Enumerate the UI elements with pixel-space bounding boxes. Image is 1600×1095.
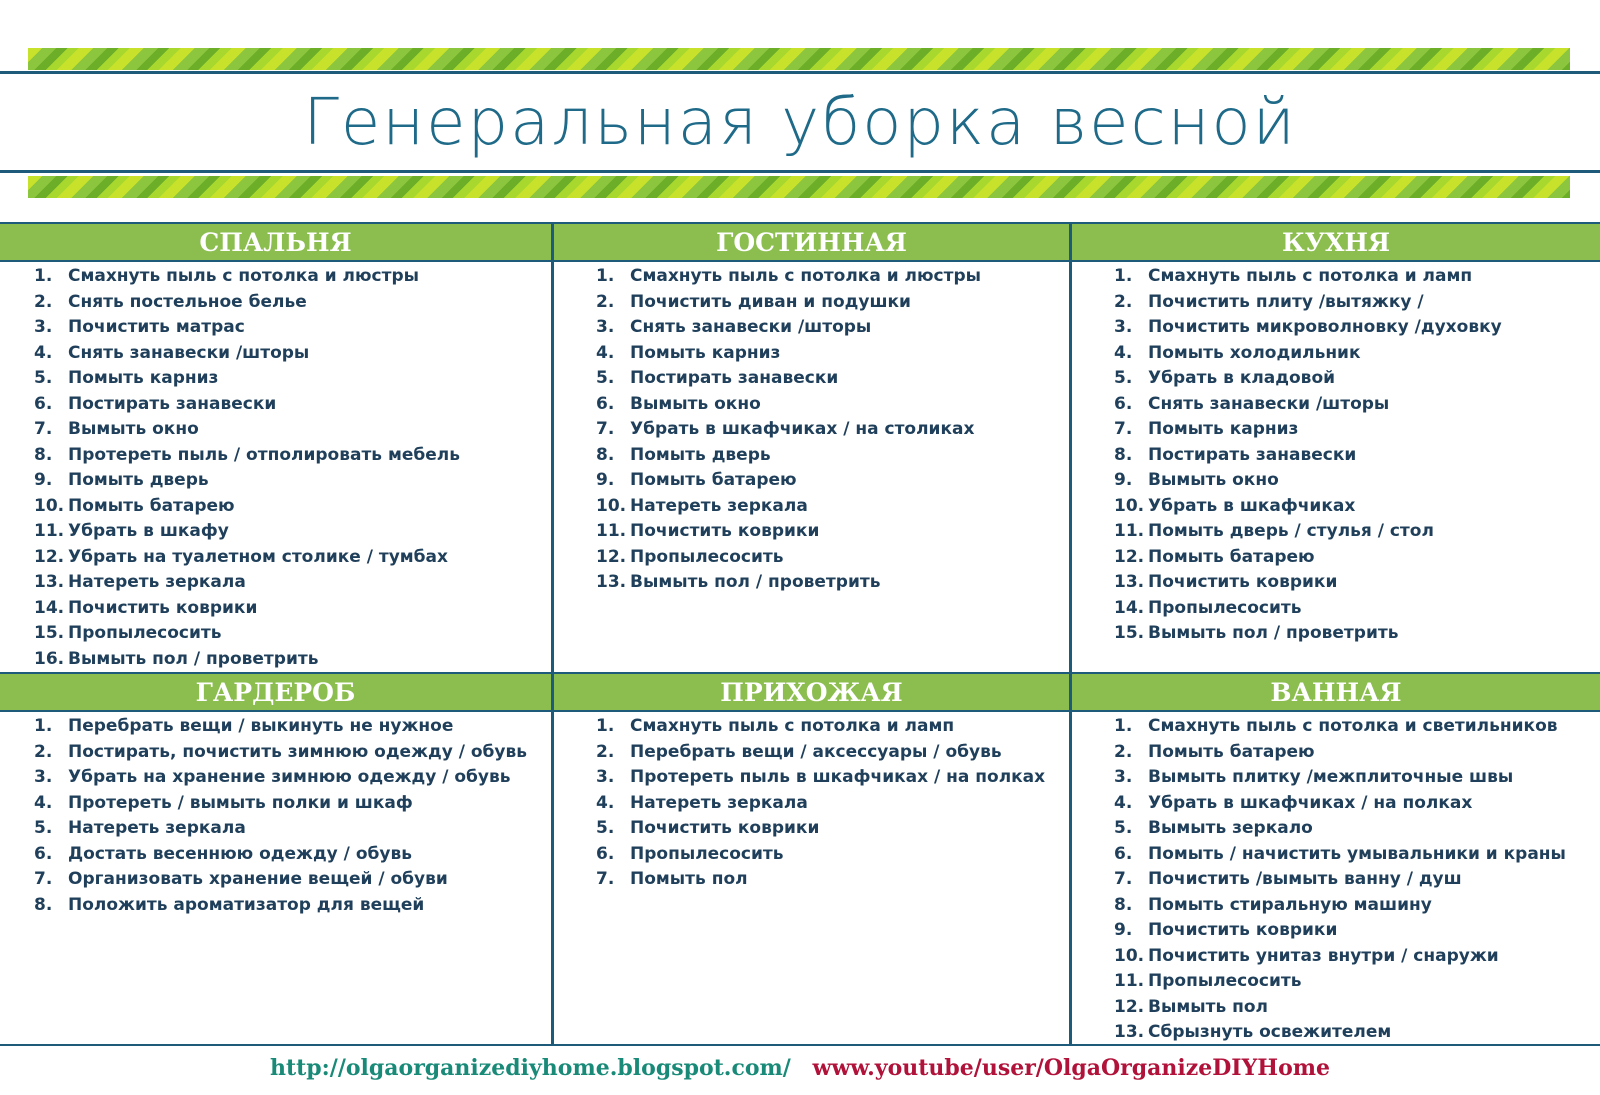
task-item: [34, 366, 551, 392]
task-number: 15.: [1114, 623, 1145, 643]
task-item: [1114, 468, 1600, 494]
task-number: 1.: [34, 716, 53, 736]
task-label: Почистить плиту /вытяжку /: [1148, 291, 1424, 312]
decorative-band-top: [28, 48, 1570, 70]
task-label: Вымыть пол: [1148, 996, 1268, 1017]
task-number: 6.: [596, 843, 615, 864]
task-item: [1114, 417, 1600, 443]
task-number: 12.: [1114, 996, 1145, 1017]
task-item: [596, 468, 1069, 494]
task-number: 2.: [1114, 291, 1133, 312]
task-item: [1114, 366, 1600, 392]
task-label: Пропылесосить: [1148, 597, 1302, 618]
task-number: 1.: [1114, 716, 1133, 736]
task-label: Пропылесосить: [630, 546, 784, 567]
task-number: 12.: [34, 546, 65, 567]
task-number: 4.: [34, 792, 53, 813]
title-rule-bottom: [0, 170, 1600, 173]
task-label: Натереть зеркала: [630, 495, 808, 516]
task-label: Пропылесосить: [630, 843, 784, 864]
task-number: 13.: [596, 572, 627, 592]
task-number: 15.: [34, 623, 65, 643]
task-number: 3.: [1114, 317, 1133, 337]
task-number: 2.: [596, 741, 615, 762]
task-label: Убрать в кладовой: [1148, 368, 1336, 388]
task-number: 12.: [1114, 546, 1145, 567]
task-item: [34, 842, 551, 868]
task-label: Снять постельное белье: [68, 291, 307, 312]
task-item: [34, 867, 551, 893]
task-label: Натереть зеркала: [68, 818, 246, 838]
task-number: 9.: [1114, 920, 1133, 940]
task-item: [34, 468, 551, 494]
task-label: Снять занавески /шторы: [630, 317, 872, 337]
task-number: 3.: [34, 317, 53, 337]
task-number: 8.: [34, 894, 53, 915]
task-label: Почистить унитаз внутри / снаружи: [1148, 945, 1499, 966]
task-item: [596, 842, 1069, 868]
task-number: 11.: [34, 521, 65, 541]
task-number: 5.: [1114, 818, 1133, 838]
task-number: 1.: [1114, 266, 1133, 286]
section-heading: КУХНЯ: [1072, 224, 1600, 262]
task-label: Постирать занавески: [630, 368, 839, 388]
task-item: [596, 315, 1069, 341]
task-number: 4.: [1114, 792, 1133, 813]
task-item: [34, 621, 551, 647]
task-item: [34, 765, 551, 791]
task-item: [1114, 867, 1600, 893]
task-list: [0, 262, 551, 672]
task-number: 8.: [34, 444, 53, 465]
task-number: 11.: [1114, 521, 1145, 541]
task-label: Протереть пыль в шкафчиках / на полках: [630, 767, 1046, 787]
task-item: [596, 366, 1069, 392]
task-number: 6.: [1114, 843, 1133, 864]
task-number: 7.: [34, 419, 53, 439]
task-item: [34, 740, 551, 766]
task-label: Помыть батарею: [1148, 741, 1315, 762]
task-label: Помыть карниз: [1148, 419, 1299, 439]
task-item: [596, 867, 1069, 893]
section-heading: ПРИХОЖАЯ: [554, 674, 1069, 712]
youtube-link[interactable]: www.youtube/user/OlgaOrganizeDIYHome: [812, 1055, 1331, 1081]
task-label: Положить ароматизатор для вещей: [68, 894, 425, 915]
task-label: Смахнуть пыль с потолка и люстры: [630, 266, 982, 286]
section-bedroom: [0, 224, 551, 672]
task-label: Помыть / начистить умывальники и краны: [1148, 843, 1566, 864]
section-bathroom: [1072, 674, 1600, 1046]
task-label: Протереть / вымыть полки и шкаф: [68, 792, 413, 813]
task-number: 5.: [34, 368, 53, 388]
task-item: [34, 417, 551, 443]
task-item: [1114, 842, 1600, 868]
task-label: Убрать на туалетном столике / тумбах: [68, 546, 448, 567]
task-item: [1114, 392, 1600, 418]
task-item: [596, 570, 1069, 596]
task-item: [1114, 519, 1600, 545]
task-number: 14.: [34, 597, 65, 618]
task-item: [34, 519, 551, 545]
task-number: 11.: [1114, 971, 1145, 991]
task-number: 8.: [1114, 444, 1133, 465]
task-item: [1114, 944, 1600, 970]
task-item: [596, 519, 1069, 545]
task-number: 6.: [596, 393, 615, 414]
task-number: 4.: [596, 792, 615, 813]
decorative-band-bottom: [28, 176, 1570, 198]
task-item: [1114, 290, 1600, 316]
task-label: Помыть дверь: [630, 444, 771, 465]
task-label: Смахнуть пыль с потолка и ламп: [630, 716, 955, 736]
task-number: 3.: [34, 767, 53, 787]
task-label: Вымыть окно: [68, 419, 199, 439]
task-item: [34, 315, 551, 341]
task-label: Почистить коврики: [630, 521, 820, 541]
task-item: [34, 714, 551, 740]
task-number: 6.: [1114, 393, 1133, 414]
task-list: [554, 262, 1069, 596]
task-label: Почистить коврики: [1148, 920, 1338, 940]
task-item: [34, 545, 551, 571]
section-hallway: [554, 674, 1069, 893]
task-number: 7.: [596, 419, 615, 439]
task-item: [1114, 969, 1600, 995]
task-label: Снять занавески /шторы: [1148, 393, 1390, 414]
task-number: 13.: [1114, 1022, 1145, 1042]
task-list: [0, 712, 551, 918]
task-item: [34, 596, 551, 622]
task-number: 9.: [596, 470, 615, 490]
task-item: [1114, 893, 1600, 919]
task-number: 7.: [596, 869, 615, 889]
section-heading: СПАЛЬНЯ: [0, 224, 551, 262]
task-label: Помыть батарею: [1148, 546, 1315, 567]
task-number: 13.: [1114, 572, 1145, 592]
task-item: [34, 791, 551, 817]
section-kitchen: [1072, 224, 1600, 647]
task-number: 6.: [34, 393, 53, 414]
task-number: 7.: [1114, 869, 1133, 889]
task-item: [1114, 621, 1600, 647]
task-number: 7.: [1114, 419, 1133, 439]
task-label: Достать весеннюю одежду / обувь: [68, 843, 412, 864]
task-item: [34, 816, 551, 842]
task-number: 1.: [596, 716, 615, 736]
task-number: 5.: [1114, 368, 1133, 388]
task-number: 3.: [1114, 767, 1133, 787]
task-item: [1114, 1020, 1600, 1046]
task-label: Почистить /вымыть ванну / душ: [1148, 869, 1462, 889]
task-item: [596, 816, 1069, 842]
task-number: 4.: [1114, 342, 1133, 363]
task-label: Вымыть пол / проветрить: [68, 648, 319, 669]
task-label: Организовать хранение вещей / обуви: [68, 869, 448, 889]
task-item: [1114, 765, 1600, 791]
task-number: 5.: [596, 368, 615, 388]
task-item: [34, 290, 551, 316]
task-item: [1114, 791, 1600, 817]
task-label: Вымыть окно: [1148, 470, 1279, 490]
task-label: Смахнуть пыль с потолка и люстры: [68, 266, 420, 286]
task-number: 2.: [34, 291, 53, 312]
task-label: Вымыть зеркало: [1148, 818, 1313, 838]
task-item: [1114, 570, 1600, 596]
task-number: 10.: [596, 495, 627, 516]
task-label: Вымыть пол / проветрить: [630, 572, 881, 592]
task-number: 4.: [596, 342, 615, 363]
task-item: [596, 290, 1069, 316]
task-number: 2.: [596, 291, 615, 312]
task-item: [596, 417, 1069, 443]
task-label: Пропылесосить: [68, 623, 222, 643]
task-item: [34, 570, 551, 596]
task-item: [1114, 596, 1600, 622]
task-label: Помыть карниз: [68, 368, 219, 388]
task-number: 5.: [34, 818, 53, 838]
task-label: Почистить коврики: [68, 597, 258, 618]
task-item: [34, 893, 551, 919]
task-item: [1114, 714, 1600, 740]
task-number: 10.: [1114, 495, 1145, 516]
task-number: 2.: [1114, 741, 1133, 762]
task-number: 8.: [1114, 894, 1133, 915]
footer-links: [0, 1050, 1600, 1086]
task-number: 2.: [34, 741, 53, 762]
task-number: 9.: [34, 470, 53, 490]
task-label: Смахнуть пыль с потолка и светильников: [1148, 716, 1558, 736]
task-item: [1114, 264, 1600, 290]
task-number: 1.: [34, 266, 53, 286]
task-label: Убрать на хранение зимнюю одежду / обувь: [68, 767, 511, 787]
task-item: [596, 443, 1069, 469]
task-label: Вымыть окно: [630, 393, 761, 414]
task-item: [596, 494, 1069, 520]
task-label: Помыть холодильник: [1148, 342, 1361, 363]
task-label: Постирать занавески: [1148, 444, 1357, 465]
task-item: [1114, 443, 1600, 469]
task-item: [1114, 740, 1600, 766]
task-label: Убрать в шкафчиках / на полках: [1148, 792, 1473, 813]
task-label: Вымыть пол / проветрить: [1148, 623, 1399, 643]
task-number: 12.: [596, 546, 627, 567]
task-label: Натереть зеркала: [68, 572, 246, 592]
section-living-room: [554, 224, 1069, 596]
task-list: [1072, 712, 1600, 1046]
task-number: 5.: [596, 818, 615, 838]
task-label: Помыть дверь: [68, 470, 209, 490]
task-item: [1114, 995, 1600, 1021]
task-item: [1114, 918, 1600, 944]
task-number: 6.: [34, 843, 53, 864]
task-label: Постирать, почистить зимнюю одежду / обувь: [68, 741, 527, 762]
task-label: Сбрызнуть освежителем: [1148, 1022, 1392, 1042]
task-number: 11.: [596, 521, 627, 541]
section-heading: ГОСТИННАЯ: [554, 224, 1069, 262]
task-number: 16.: [34, 648, 65, 669]
task-number: 10.: [34, 495, 65, 516]
page-title: Генеральная уборка весной: [303, 86, 1297, 160]
checklist-grid: [0, 222, 1600, 1046]
task-label: Помыть батарею: [68, 495, 235, 516]
task-item: [34, 494, 551, 520]
task-number: 13.: [34, 572, 65, 592]
task-label: Пропылесосить: [1148, 971, 1302, 991]
blog-link[interactable]: http://olgaorganizediyhome.blogspot.com/: [269, 1055, 791, 1081]
task-item: [1114, 341, 1600, 367]
task-label: Помыть карниз: [630, 342, 781, 363]
task-label: Помыть батарею: [630, 470, 797, 490]
task-number: 3.: [596, 767, 615, 787]
task-list: [1072, 262, 1600, 647]
task-number: 10.: [1114, 945, 1145, 966]
task-label: Натереть зеркала: [630, 792, 808, 813]
task-item: [34, 647, 551, 673]
task-item: [596, 392, 1069, 418]
task-label: Протереть пыль / отполировать мебель: [68, 444, 460, 465]
task-label: Помыть пол: [630, 869, 748, 889]
task-label: Убрать в шкафу: [68, 521, 229, 541]
task-label: Перебрать вещи / аксессуары / обувь: [630, 741, 1002, 762]
task-number: 1.: [596, 266, 615, 286]
task-item: [596, 740, 1069, 766]
task-label: Смахнуть пыль с потолка и ламп: [1148, 266, 1473, 286]
task-number: 8.: [596, 444, 615, 465]
task-label: Убрать в шкафчиках: [1148, 495, 1356, 516]
section-heading: ВАННАЯ: [1072, 674, 1600, 712]
section-wardrobe: [0, 674, 551, 918]
task-number: 7.: [34, 869, 53, 889]
section-heading: ГАРДЕРОБ: [0, 674, 551, 712]
task-item: [596, 791, 1069, 817]
task-label: Вымыть плитку /межплиточные швы: [1148, 767, 1514, 787]
task-item: [596, 714, 1069, 740]
task-number: 4.: [34, 342, 53, 363]
task-label: Снять занавески /шторы: [68, 342, 310, 363]
task-item: [596, 765, 1069, 791]
task-item: [596, 341, 1069, 367]
task-label: Убрать в шкафчиках / на столиках: [630, 419, 975, 439]
task-item: [596, 545, 1069, 571]
task-label: Помыть дверь / стулья / стол: [1148, 521, 1434, 541]
task-label: Почистить микроволновку /духовку: [1148, 317, 1502, 337]
task-item: [34, 341, 551, 367]
task-number: 9.: [1114, 470, 1133, 490]
task-label: Почистить коврики: [630, 818, 820, 838]
task-item: [34, 264, 551, 290]
title-rule-top: [0, 71, 1600, 74]
task-label: Перебрать вещи / выкинуть не нужное: [68, 716, 454, 736]
task-number: 14.: [1114, 597, 1145, 618]
task-label: Постирать занавески: [68, 393, 277, 414]
task-item: [1114, 545, 1600, 571]
task-item: [34, 392, 551, 418]
task-item: [596, 264, 1069, 290]
task-item: [1114, 816, 1600, 842]
task-item: [1114, 494, 1600, 520]
task-label: Почистить матрас: [68, 317, 245, 337]
task-item: [1114, 315, 1600, 341]
task-label: Почистить коврики: [1148, 572, 1338, 592]
task-label: Почистить диван и подушки: [630, 291, 911, 312]
task-list: [554, 712, 1069, 893]
task-label: Помыть стиральную машину: [1148, 894, 1432, 915]
task-number: 3.: [596, 317, 615, 337]
task-item: [34, 443, 551, 469]
